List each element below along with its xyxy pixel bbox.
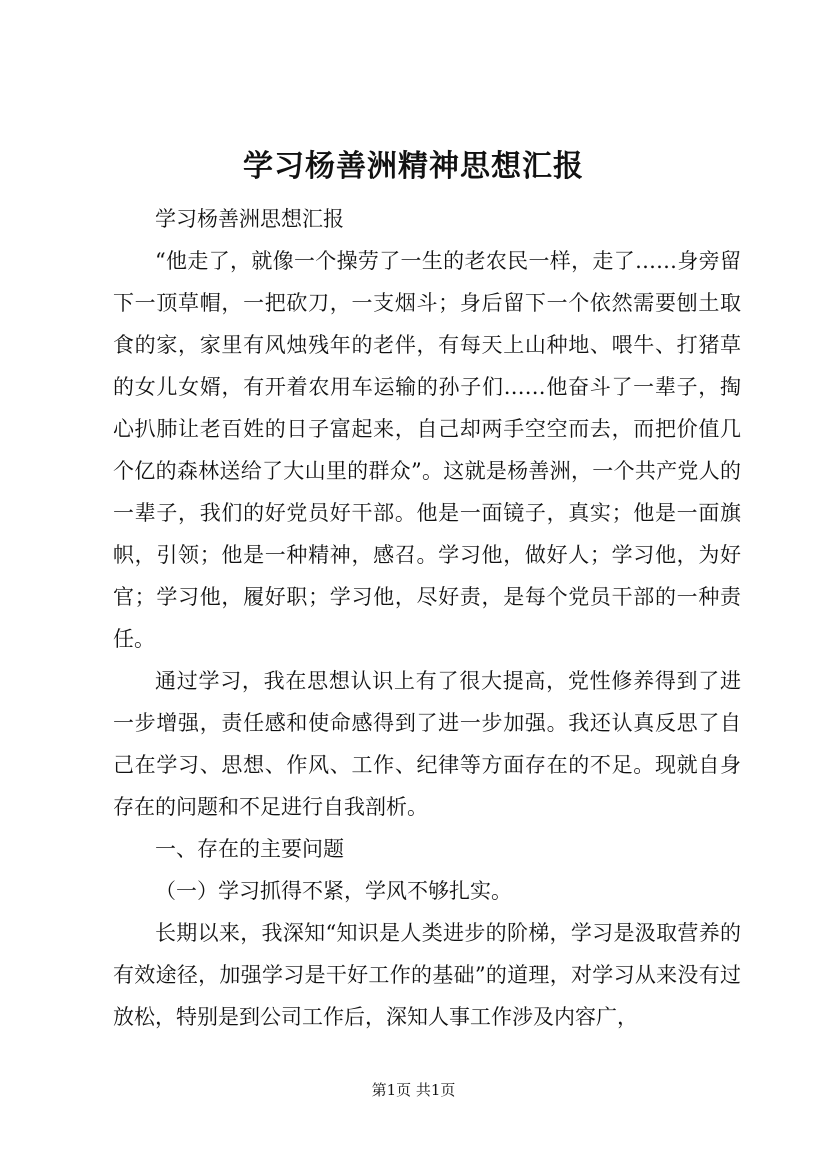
page-footer: 第1页 共1页 <box>371 1081 456 1099</box>
subsection-heading: （一）学习抓得不紧，学风不够扎实。 <box>155 879 512 903</box>
paragraph-subtitle: 学习杨善洲思想汇报 <box>155 207 344 231</box>
paragraph: 长期以来，我深知“知识是人类进步的阶梯，学习是汲取营养的有效途径，加强学习是干好工作的基础”的道理，对学习从来没有过放松，特别是到公司工作后，深知人事工作涉及内容广， <box>113 921 741 1029</box>
paragraph: “他走了，就像一个操劳了一生的老农民一样，走了……身旁留下一顶草帽，一把砍刀，一支烟斗；身后留下一个依然需要刨土取食的家，家里有风烛残年的老伴，有每天上山种地、喂牛、打猪草的女儿女婿，有开着农用车运输的孙子们……他奋斗了一辈子，掏心扒肺让老百姓的日子富起来，自己却两手空空而去，而把价值几个亿的森林送给了大山里的群众”。这就是杨善洲，一个共产党人的一辈子，我们的好党员好干部。他是一面镜子，真实；他是一面旗帜，引领；他是一种精神，感召。学习他，做好人；学习他，为好官；学习他，履好职；学习他，尽好责，是每个党员干部的一种责任。 <box>113 249 741 651</box>
paragraph: 通过学习，我在思想认识上有了很大提高，党性修养得到了进一步增强，责任感和使命感得到了进一步加强。我还认真反思了自己在学习、思想、作风、工作、纪律等方面存在的不足。现就自身存在的问题和不足进行自我剖析。 <box>113 669 741 819</box>
section-heading: 一、存在的主要问题 <box>155 837 344 861</box>
document-body <box>113 198 741 1038</box>
document-title: 学习杨善洲精神思想汇报 <box>243 149 584 184</box>
